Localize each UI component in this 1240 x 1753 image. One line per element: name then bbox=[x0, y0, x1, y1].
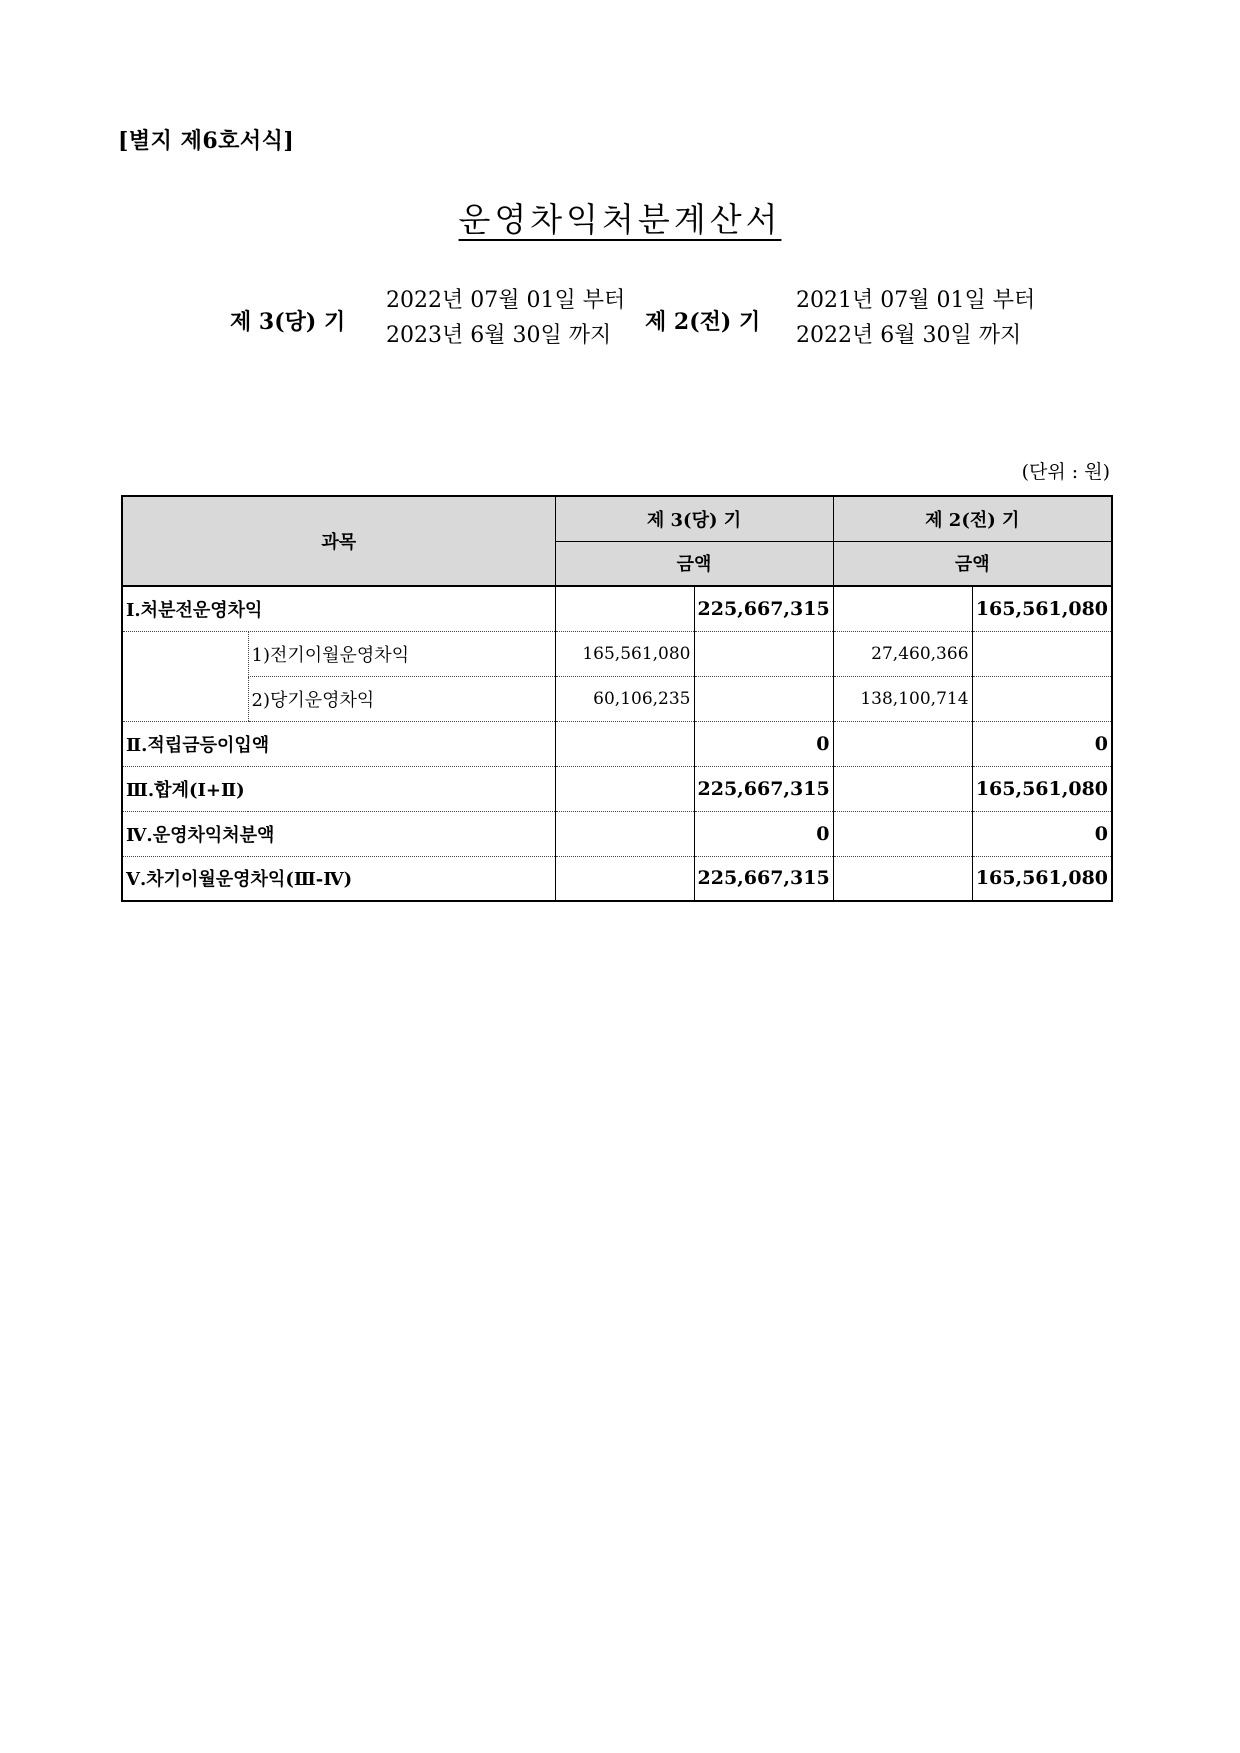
cell-empty bbox=[555, 766, 694, 811]
row-label: Ⅴ.차기이월운영차익(Ⅲ-Ⅳ) bbox=[126, 869, 353, 891]
cell-current-total: 0 bbox=[694, 811, 833, 856]
cell-current-sub: 165,561,080 bbox=[555, 631, 694, 676]
previous-period-dates bbox=[796, 283, 1035, 353]
cell-indent bbox=[122, 631, 248, 676]
cell-previous-total: 0 bbox=[972, 811, 1112, 856]
cell-empty bbox=[555, 856, 694, 901]
cell-empty bbox=[833, 766, 972, 811]
cell-current-total: 225,667,315 bbox=[694, 856, 833, 901]
cell-previous-sub: 138,100,714 bbox=[833, 676, 972, 721]
cell-current-sub: 60,106,235 bbox=[555, 676, 694, 721]
table-row bbox=[122, 676, 1112, 721]
row-label: Ⅲ.합계(Ⅰ+Ⅱ) bbox=[122, 766, 555, 811]
table-row bbox=[122, 721, 1112, 766]
cell-empty bbox=[555, 586, 694, 631]
row-label: Ⅰ.처분전운영차익 bbox=[122, 586, 555, 631]
current-period bbox=[230, 283, 630, 355]
previous-period-to: 2022년 6월 30일 까지 bbox=[796, 323, 1022, 348]
header-previous-period: 제 2(전) 기 bbox=[833, 496, 1112, 541]
current-period-label: 제 3(당) 기 bbox=[230, 309, 346, 335]
header-current-amount: 금액 bbox=[555, 541, 833, 586]
cell-empty bbox=[972, 631, 1112, 676]
header-subject: 과목 bbox=[122, 496, 555, 586]
document-title-wrap bbox=[0, 194, 1240, 241]
row-label: Ⅳ.운영차익처분액 bbox=[122, 811, 555, 856]
cell-current-total: 0 bbox=[694, 721, 833, 766]
cell-empty bbox=[555, 811, 694, 856]
cell-previous-total: 165,561,080 bbox=[972, 856, 1112, 901]
cell-empty bbox=[972, 676, 1112, 721]
row-label: 2)당기운영차익 bbox=[248, 676, 555, 721]
cell-indent bbox=[122, 676, 248, 721]
form-number: [별지 제6호서식] bbox=[118, 128, 295, 154]
cell-current-total: 225,667,315 bbox=[694, 586, 833, 631]
cell-previous-total: 165,561,080 bbox=[972, 586, 1112, 631]
cell-current-total: 225,667,315 bbox=[694, 766, 833, 811]
cell-empty bbox=[833, 856, 972, 901]
cell-empty bbox=[833, 586, 972, 631]
cell-empty bbox=[694, 631, 833, 676]
current-period-from: 2022년 07월 01일 부터 bbox=[386, 288, 626, 313]
row-label: Ⅱ.적립금등이입액 bbox=[122, 721, 555, 766]
disposition-table bbox=[121, 495, 1113, 902]
table-row bbox=[122, 766, 1112, 811]
current-period-dates bbox=[386, 283, 625, 353]
header-current-period: 제 3(당) 기 bbox=[555, 496, 833, 541]
cell-empty bbox=[555, 721, 694, 766]
row-label: 1)전기이월운영차익 bbox=[248, 631, 555, 676]
table-row bbox=[122, 856, 1112, 901]
table-row bbox=[122, 811, 1112, 856]
table-row bbox=[122, 586, 1112, 631]
cell-previous-total: 165,561,080 bbox=[972, 766, 1112, 811]
previous-period-label: 제 2(전) 기 bbox=[645, 309, 761, 335]
table-row bbox=[122, 631, 1112, 676]
cell-empty bbox=[833, 721, 972, 766]
table-header-row-1 bbox=[122, 496, 1112, 541]
current-period-to: 2023년 6월 30일 까지 bbox=[386, 323, 612, 348]
cell-previous-sub: 27,460,366 bbox=[833, 631, 972, 676]
header-previous-amount: 금액 bbox=[833, 541, 1112, 586]
cell-previous-total: 0 bbox=[972, 721, 1112, 766]
document-title: 운영차익처분계산서 bbox=[458, 200, 782, 239]
previous-period-from: 2021년 07월 01일 부터 bbox=[796, 288, 1036, 313]
previous-period bbox=[645, 283, 1045, 355]
unit-label: (단위 : 원) bbox=[1021, 461, 1110, 483]
cell-empty bbox=[694, 676, 833, 721]
cell-empty bbox=[833, 811, 972, 856]
